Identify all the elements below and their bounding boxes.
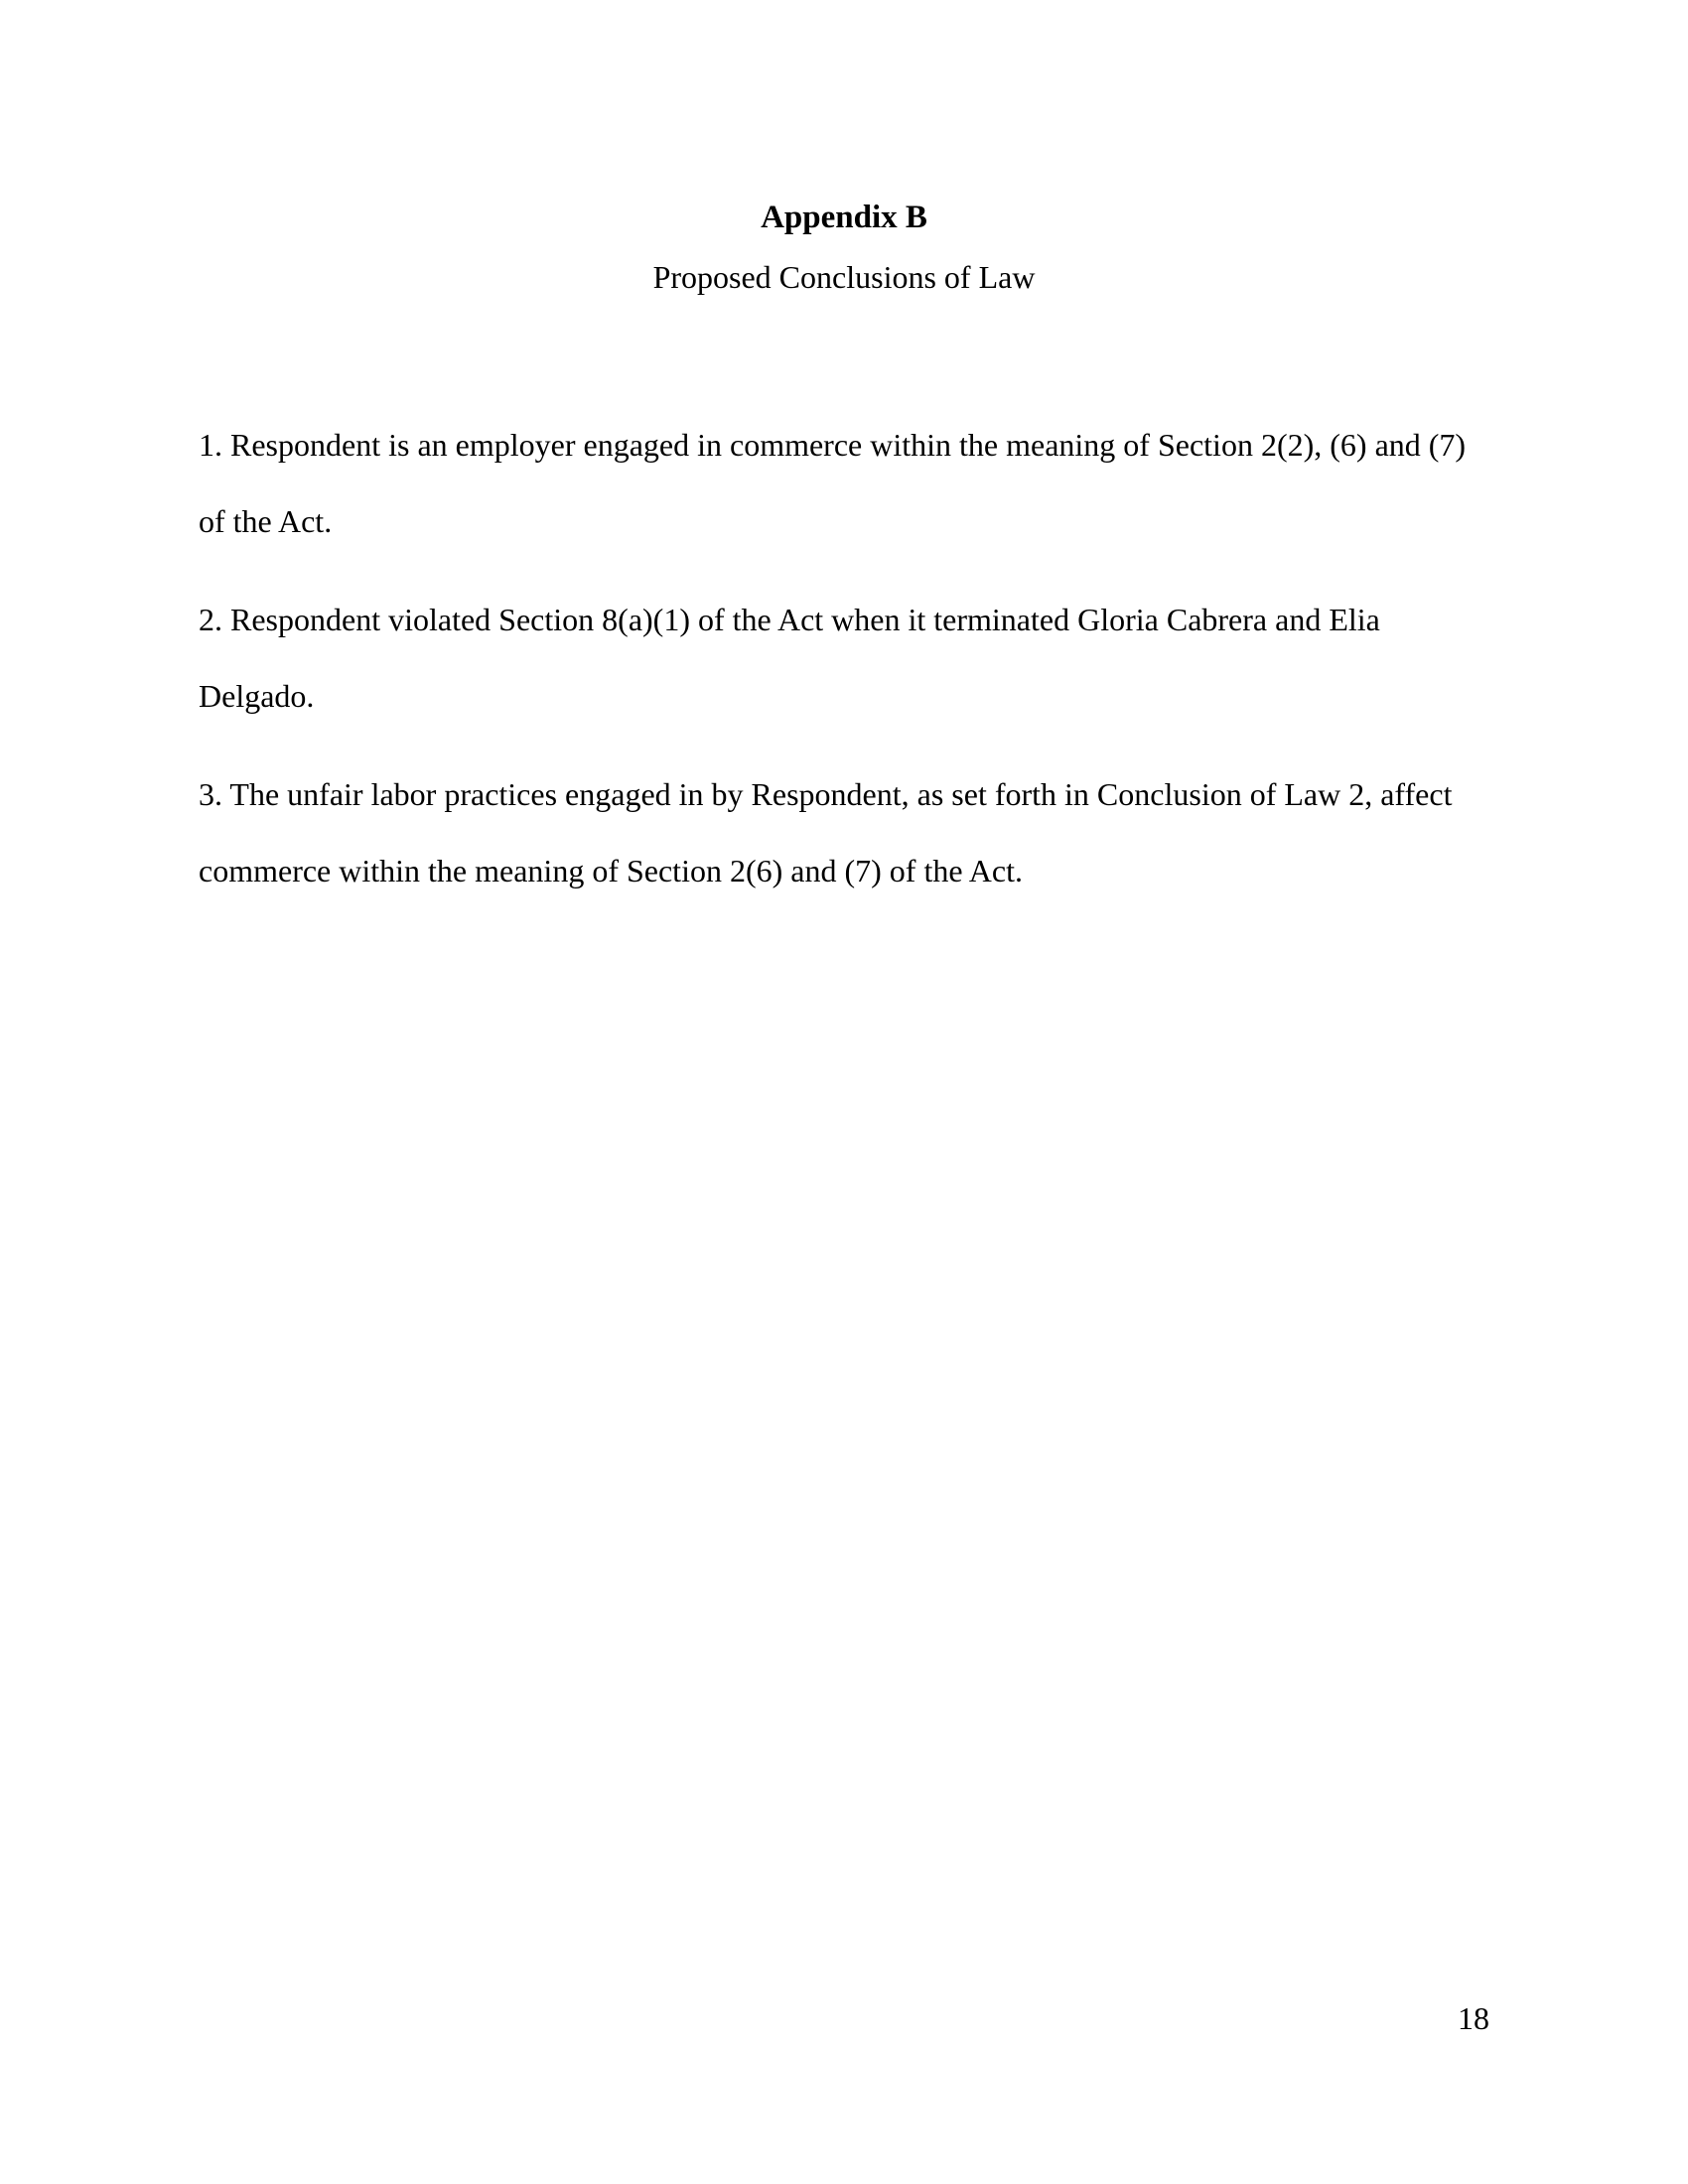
- appendix-title: Appendix B: [761, 200, 927, 235]
- conclusion-3: 3. The unfair labor practices engaged in by Respondent, as set forth in Conclusion of Law 2, affect commerce within the meaning of Section 2(6) and (7) of the Act.: [199, 776, 1453, 888]
- conclusions-list: [199, 407, 1489, 931]
- conclusion-1: 1. Respondent is an employer engaged in commerce within the meaning of Section 2(2), (6) and (7) of the Act.: [199, 427, 1467, 539]
- page-number: 18: [1458, 2000, 1489, 2036]
- conclusion-2: 2. Respondent violated Section 8(a)(1) of the Act when it terminated Gloria Cabrera and Elia Delgado.: [199, 602, 1380, 714]
- appendix-subtitle: Proposed Conclusions of Law: [652, 259, 1036, 295]
